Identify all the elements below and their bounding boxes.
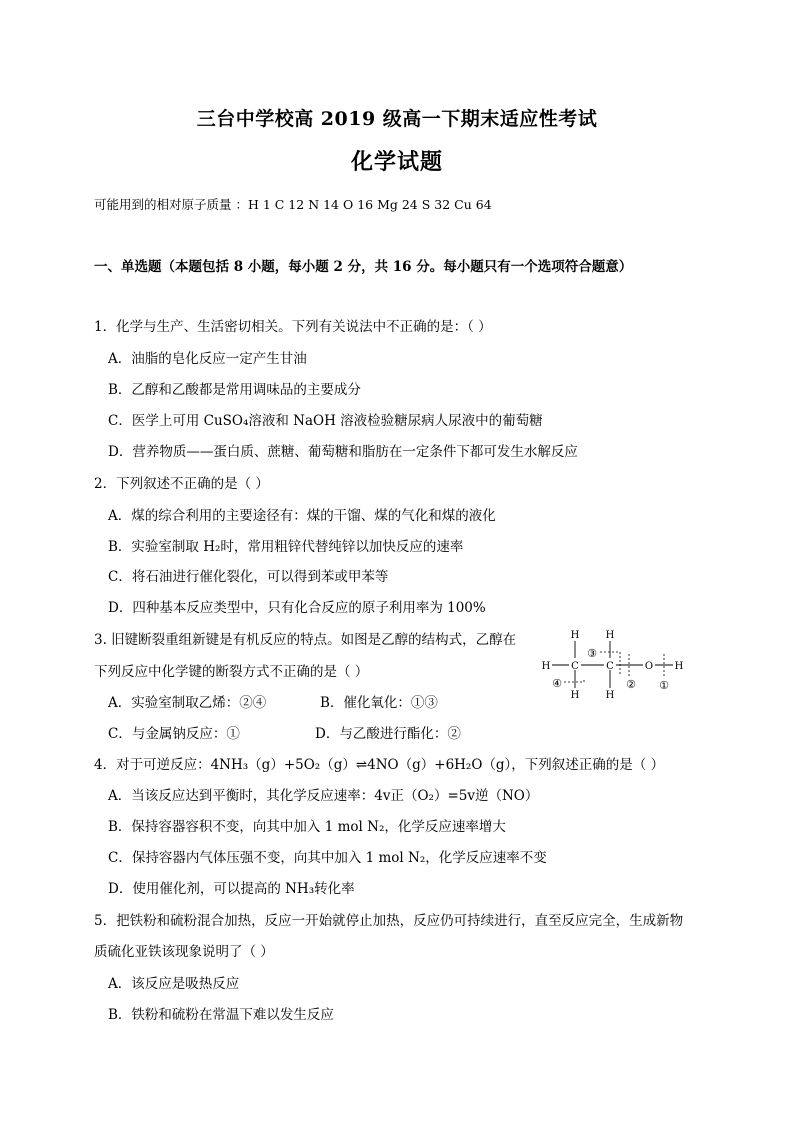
atom-h-top-left: H (570, 630, 580, 641)
q5-option-a: A．该反应是吸热反应 (108, 976, 240, 992)
atom-c2: C (606, 661, 614, 672)
q3-option-c: C．与金属钠反应：① (108, 726, 240, 742)
q2-option-a: A．煤的综合利用的主要途径有：煤的干馏、煤的气化和煤的液化 (108, 508, 496, 524)
q2-option-b: B．实验室制取 H₂时，常用粗锌代替纯锌以加快反应的速率 (108, 539, 464, 555)
q4-stem: 4．对于可逆反应：4NH₃（g）+5O₂（g）⇌4NO（g）+6H₂O（g），下列叙述正确的是（ ） (94, 757, 665, 773)
ethanol-structure-svg (538, 626, 688, 704)
exam-title: 三台中学校高 2019 级高一下期末适应性考试 (196, 108, 598, 130)
subject-title: 化学试题 (350, 149, 443, 175)
ethanol-structure-diagram (538, 626, 688, 704)
q2-stem: 2．下列叙述不正确的是（ ） (94, 476, 269, 492)
atom-h-top-right: H (605, 630, 615, 641)
q5-stem-line1: 5．把铁粉和硫粉混合加热，反应一开始就停止加热，反应仍可持续进行，直至反应完全，生成新物 (94, 913, 684, 929)
q4-option-d: D．使用催化剂，可以提高的 NH₃转化率 (108, 881, 355, 897)
atom-h-bottom-left: H (570, 690, 580, 701)
q1-option-d: D．营养物质——蛋白质、蔗糖、葡萄糖和脂肪在一定条件下都可发生水解反应 (108, 444, 578, 460)
q4-option-a: A．当该反应达到平衡时，其化学反应速率：4v正（O₂）=5v逆（NO） (108, 788, 539, 804)
cleavage-line-4 (564, 678, 584, 682)
q3-stem-line1: 3. 旧键断裂重组新键是有机反应的特点。如图是乙醇的结构式，乙醇在 (94, 632, 517, 648)
q1-option-c: C．医学上可用 CuSO₄溶液和 NaOH 溶液检验糖尿病人尿液中的葡萄糖 (108, 413, 543, 429)
q1-option-b: B．乙醇和乙酸都是常用调味品的主要成分 (108, 382, 361, 398)
section-heading: 一、单选题（本题包括 8 小题，每小题 2 分，共 16 分。每小题只有一个选项符合题意） (94, 259, 633, 275)
q1-option-a: A．油脂的皂化反应一定产生甘油 (108, 351, 307, 367)
q2-option-d: D．四种基本反应类型中，只有化合反应的原子利用率为 100% (108, 600, 486, 616)
atomic-masses: 可能用到的相对原子质量 ：H 1 C 12 N 14 O 16 Mg 24 S 32 Cu 64 (94, 197, 492, 212)
bond-mark-3: ③ (587, 647, 597, 660)
q4-option-b: B．保持容器容积不变，向其中加入 1 mol N₂，化学反应速率增大 (108, 819, 506, 835)
q2-option-c: C．将石油进行催化裂化，可以得到苯或甲苯等 (108, 569, 389, 585)
bond-mark-2: ② (626, 678, 636, 691)
q3-option-d: D．与乙酸进行酯化：② (315, 726, 461, 742)
q1-stem: 1．化学与生产、生活密切相关。下列有关说法中不正确的是：（ ） (94, 319, 492, 335)
q4-option-c: C．保持容器内气体压强不变，向其中加入 1 mol N₂，化学反应速率不变 (108, 850, 547, 866)
q3-option-b: B．催化氧化：①③ (320, 695, 438, 711)
atom-h-hydroxyl: H (674, 661, 684, 672)
atom-c1: C (571, 661, 579, 672)
atom-h-left: H (541, 661, 551, 672)
atom-o: O (644, 661, 654, 672)
bond-mark-4: ④ (552, 677, 562, 690)
q3-option-a: A．实验室制取乙烯：②④ (108, 695, 267, 711)
q3-stem-line2: 下列反应中化学键的断裂方式不正确的是（ ） (94, 664, 369, 680)
q5-stem-line2: 质硫化亚铁该现象说明了（ ） (94, 944, 274, 960)
atom-h-bottom-right: H (605, 690, 615, 701)
q5-option-b: B．铁粉和硫粉在常温下难以发生反应 (108, 1007, 334, 1023)
bond-mark-1: ① (659, 679, 669, 692)
